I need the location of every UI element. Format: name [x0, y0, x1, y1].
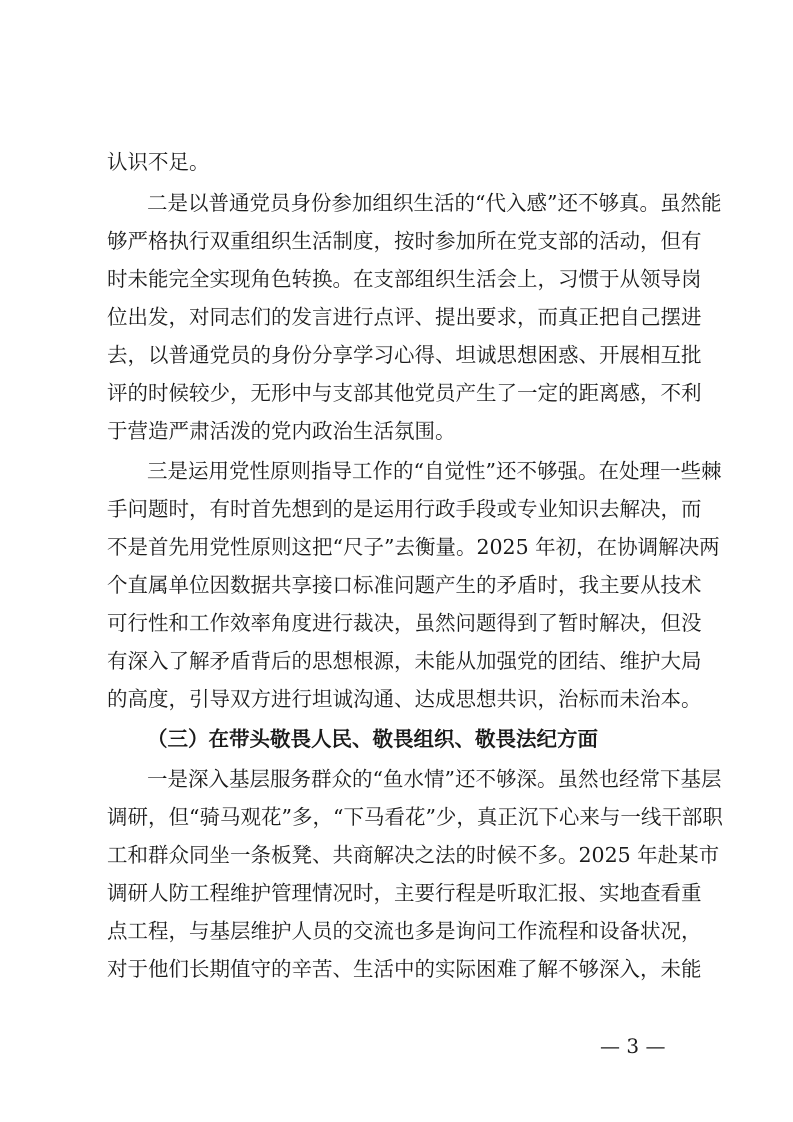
paragraph-line: 个直属单位因数据共享接口标准问题产生的矛盾时，我主要从技术: [107, 573, 702, 597]
paragraph-line: 点工程，与基层维护人员的交流也多是询问工作流程和设备状况，: [107, 919, 702, 943]
page-number: — 3 —: [600, 1034, 666, 1058]
paragraph-line: 调研人防工程维护管理情况时，主要行程是听取汇报、实地查看重: [107, 881, 702, 905]
paragraph-line: 于营造严肃活泼的党内政治生活氛围。: [107, 419, 456, 443]
paragraph-line: 认识不足。: [107, 150, 210, 174]
paragraph-line: 工和群众同坐一条板凳、共商解决之法的时候不多。2025 年赴某市: [107, 843, 720, 867]
paragraph-line: 三是运用党性原则指导工作的“自觉性”还不够强。在处理一些棘: [147, 459, 722, 483]
paragraph-line: 一是深入基层服务群众的“鱼水情”还不够深。虽然也经常下基层: [147, 767, 722, 791]
paragraph-line: 不是首先用党性原则这把“尺子”去衡量。2025 年初，在协调解决两: [107, 535, 720, 559]
paragraph-line: 手问题时，有时首先想到的是运用行政手段或专业知识去解决，而: [107, 497, 702, 521]
paragraph-line: 可行性和工作效率角度进行裁决，虽然问题得到了暂时解决，但没: [107, 611, 702, 635]
paragraph-line: 时未能完全实现角色转换。在支部组织生活会上，习惯于从领导岗: [107, 267, 702, 291]
paragraph-line: 去，以普通党员的身份分享学习心得、坦诚思想困惑、开展相互批: [107, 343, 702, 367]
paragraph-line: 评的时候较少，无形中与支部其他党员产生了一定的距离感，不利: [107, 381, 702, 405]
section-heading: （三）在带头敬畏人民、敬畏组织、敬畏法纪方面: [147, 727, 598, 751]
paragraph-line: 有深入了解矛盾背后的思想根源，未能从加强党的团结、维护大局: [107, 649, 702, 673]
paragraph-line: 位出发，对同志们的发言进行点评、提出要求，而真正把自己摆进: [107, 305, 702, 329]
paragraph-line: 调研，但“骑马观花”多，“下马看花”少，真正沉下心来与一线干部职: [107, 805, 723, 829]
paragraph-line: 够严格执行双重组织生活制度，按时参加所在党支部的活动，但有: [107, 229, 702, 253]
paragraph-line: 的高度，引导双方进行坦诚沟通、达成思想共识，治标而未治本。: [107, 687, 702, 711]
paragraph-line: 对于他们长期值守的辛苦、生活中的实际困难了解不够深入，未能: [107, 957, 702, 981]
paragraph-line: 二是以普通党员身份参加组织生活的“代入感”还不够真。虽然能: [147, 191, 722, 215]
